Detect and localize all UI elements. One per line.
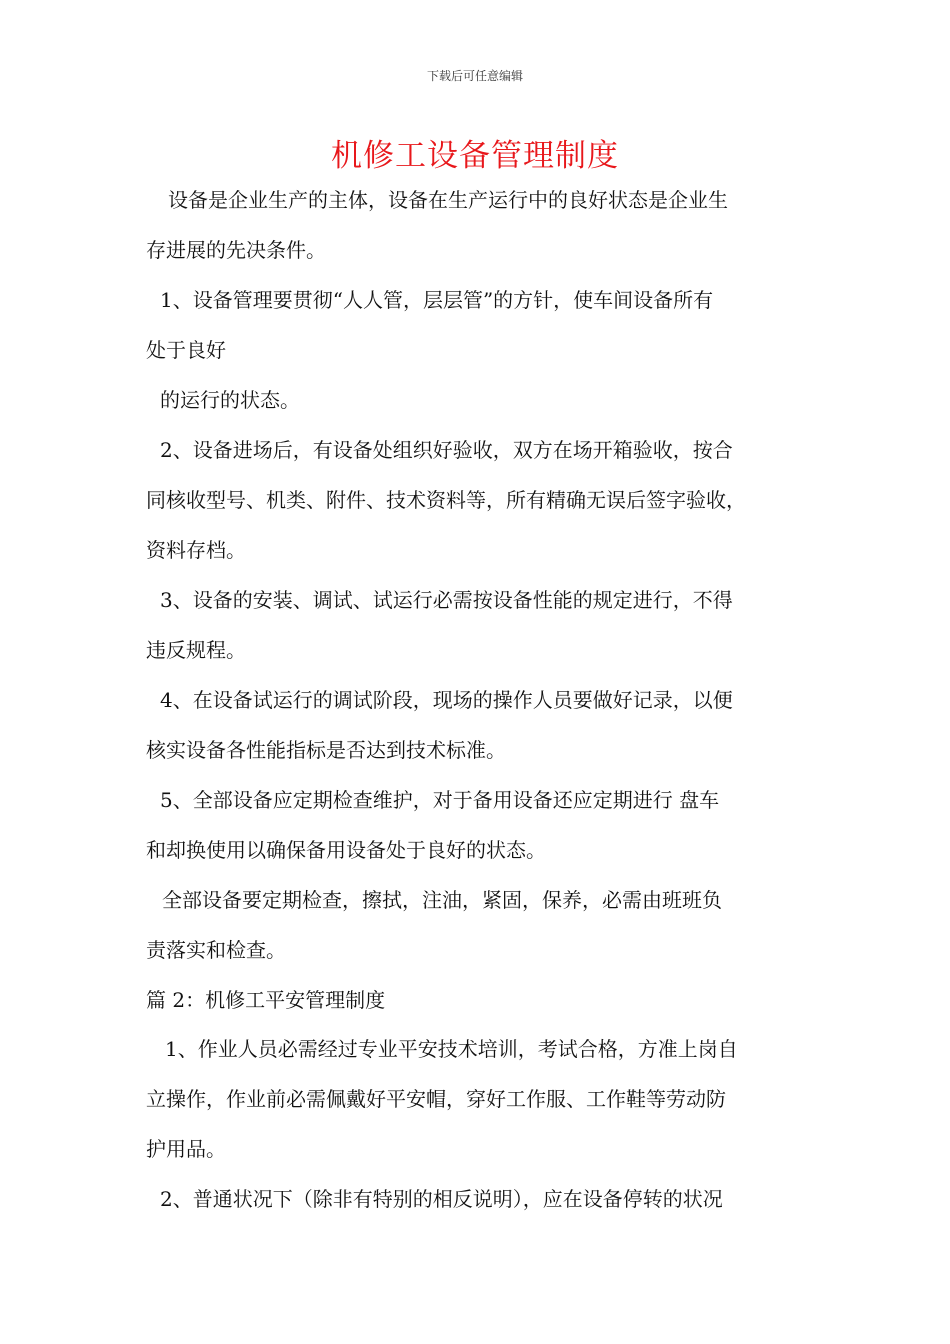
- paragraph-line: 5、全部设备应定期检查维护，对于备用设备还应定期进行 盘车: [160, 788, 720, 812]
- paragraph-line: 2、普通状况下（除非有特别的相反说明），应在设备停转的状况: [160, 1187, 723, 1211]
- paragraph-line: 4、在设备试运行的调试阶段，现场的操作人员要做好记录，以便: [160, 688, 733, 712]
- paragraph-line: 责落实和检查。: [146, 938, 286, 962]
- paragraph-line: 资料存档。: [146, 538, 246, 562]
- header-note: 下载后可任意编辑: [426, 69, 523, 83]
- paragraph-line: 处于良好: [146, 338, 226, 362]
- paragraph-line: 立操作，作业前必需佩戴好平安帽，穿好工作服、工作鞋等劳动防: [146, 1087, 726, 1111]
- paragraph-line: 核实设备各性能指标是否达到技术标准。: [146, 738, 506, 762]
- paragraph-line: 设备是企业生产的主体，设备在生产运行中的良好状态是企业生: [168, 188, 728, 212]
- paragraph-line: 1、作业人员必需经过专业平安技术培训，考试合格，方准上岗自: [165, 1037, 738, 1061]
- paragraph-line: 和却换使用以确保备用设备处于良好的状态。: [146, 838, 546, 862]
- paragraph-line: 护用品。: [146, 1137, 226, 1161]
- paragraph-line: 同核收型号、机类、附件、技术资料等，所有精确无误后签字验收，: [146, 488, 746, 512]
- section-heading: 篇 2：机修工平安管理制度: [146, 988, 386, 1012]
- paragraph-line: 存进展的先决条件。: [146, 238, 326, 262]
- paragraph-line: 3、设备的安装、调试、试运行必需按设备性能的规定进行，不得: [160, 588, 733, 612]
- paragraph-line: 的运行的状态。: [160, 388, 300, 412]
- paragraph-line: 违反规程。: [146, 638, 246, 662]
- paragraph-line: 全部设备要定期检查，擦拭，注油，紧固，保养，必需由班班负: [162, 888, 722, 912]
- paragraph-line: 2、设备进场后，有设备处组织好验收，双方在场开箱验收，按合: [160, 438, 733, 462]
- document-title: 机修工设备管理制度: [331, 138, 619, 174]
- paragraph-line: 1、设备管理要贯彻“人人管，层层管”的方针，使车间设备所有: [160, 288, 714, 312]
